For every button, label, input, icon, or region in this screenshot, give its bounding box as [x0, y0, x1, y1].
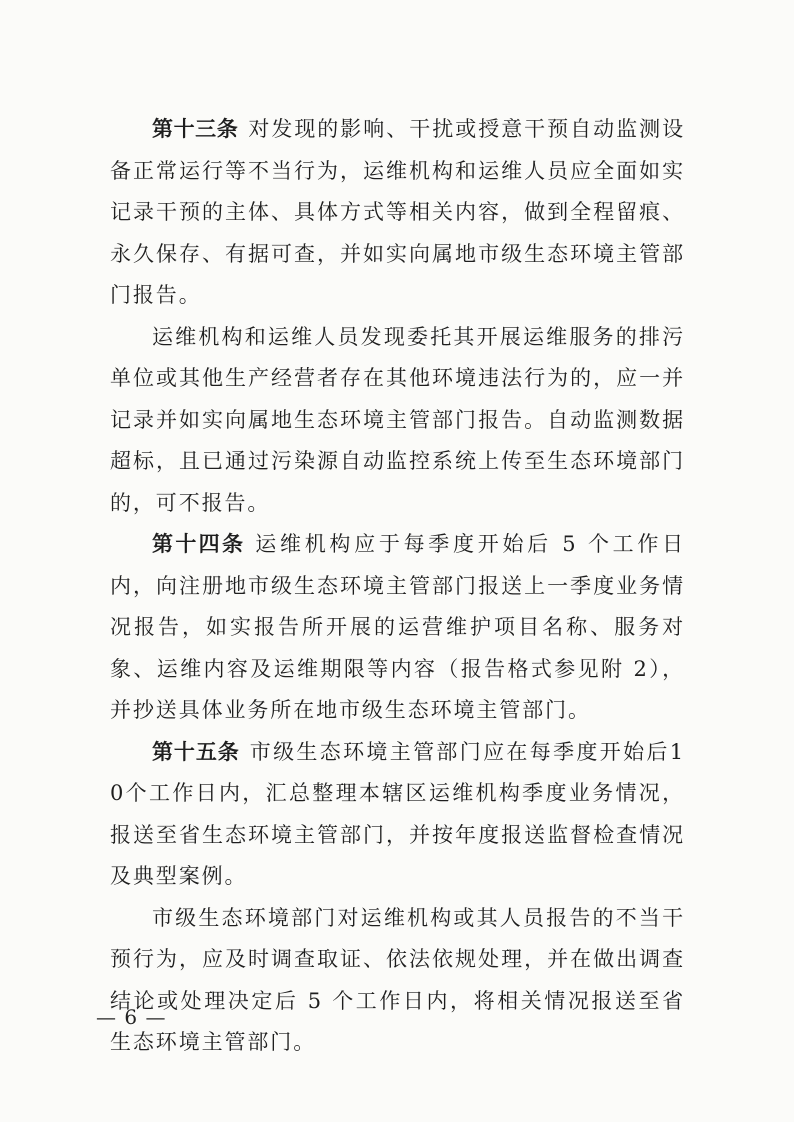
- paragraph-text: 运维机构应于每季度开始后 5 个工作日内，向注册地市级生态环境主管部门报送上一季度业务情况报告，如实报告所开展的运营维护项目名称、服务对象、运维内容及运维期限等内容（报告格式参见附 2），并抄送具体业务所在地市级生态环境主管部门。: [110, 532, 686, 722]
- paragraph-article-14: [110, 524, 685, 732]
- article-heading: 第十四条: [152, 532, 246, 556]
- paragraph-article-13: [110, 109, 685, 317]
- paragraph-article-13-sub: [110, 317, 685, 525]
- paragraph-text: 运维机构和运维人员发现委托其开展运维服务的排污单位或其他生产经营者存在其他环境违法行为的，应一并记录并如实向属地生态环境主管部门报告。自动监测数据超标，且已通过污染源自动监控系统上传至生态环境部门的，可不报告。: [110, 324, 685, 515]
- article-heading: 第十五条: [152, 739, 240, 764]
- paragraph-article-15-sub: [110, 898, 685, 1064]
- paragraph-text: 市级生态环境主管部门应在每季度开始后10个工作日内，汇总整理本辖区运维机构季度业务情况，报送至省生态环境主管部门，并按年度报送监督检查情况及典型案例。: [110, 739, 685, 888]
- article-heading: 第十三条: [152, 117, 239, 141]
- paragraph-article-15: [110, 732, 685, 898]
- paragraph-text: 市级生态环境部门对运维机构或其人员报告的不当干预行为，应及时调查取证、依法依规处理，并在做出调查结论或处理决定后 5 个工作日内，将相关情况报送至省生态环境主管部门。: [110, 905, 685, 1054]
- paragraph-text: 对发现的影响、干扰或授意干预自动监测设备正常运行等不当行为，运维机构和运维人员应全面如实记录干预的主体、具体方式等相关内容，做到全程留痕、永久保存、有据可查，并如实向属地市级生态环境主管部门报告。: [110, 117, 685, 307]
- page-number: — 6 —: [96, 1005, 167, 1029]
- document-body: [110, 109, 685, 1064]
